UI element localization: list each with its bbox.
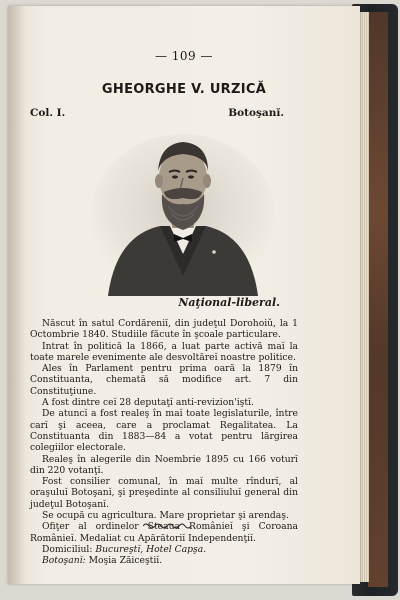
- estate-value: Moşia Zăiceştiĭ.: [88, 555, 163, 567]
- bio-paragraph: Fost consilier comunal, în maĭ multe rîndurĭ, al oraşuluĭ Botoşanĭ, şi preşedinte al consiliuluĭ general din judeţul Botoşanĭ.: [30, 476, 298, 510]
- person-name-heading: GHEORGHE V. URZICĂ: [101, 82, 267, 97]
- bio-paragraph: Intrat în politică la 1866, a luat parte activă maĭ la toate marele evenimente ale desvoltăreĭ noastre politice.: [30, 340, 298, 363]
- portrait-engraving: [88, 126, 278, 296]
- constituency: Botoşanĭ.: [228, 107, 284, 119]
- domicile-label: Domiciliul:: [42, 543, 93, 555]
- bio-paragraph: Ales în Parlament pentru prima oară la 1879 în Constituanta, chemată să modifice art. 7 din Constituţiune.: [30, 363, 298, 397]
- bio-paragraph: Ofiţer al ordinelor Steaua Românieĭ şi Coroana Românieĭ. Medaliat cu Apărătoriĭ Independenţiĭ.: [30, 521, 298, 544]
- bio-paragraph: De atuncĭ a fost realeş în maĭ toate legislaturile, între carĭ şi aceea, care a proclamat Regalitatea. La Constituanta din 1883—84 a votat pentru lărgirea colegiilor electorale.: [30, 408, 298, 454]
- book-page: [8, 6, 360, 584]
- page-number: — 109 —: [154, 49, 214, 63]
- wavy-ornament-icon: [143, 521, 193, 531]
- party-affiliation: Naţional-liberal.: [178, 296, 280, 309]
- electoral-college: Col. I.: [30, 107, 66, 119]
- bio-paragraph: Se ocupă cu agricultura. Mare proprietar şi arendaş.: [42, 510, 289, 522]
- bio-paragraph: Născut în satul Cordăreniĭ, din judeţul Dorohoiŭ, la 1 Octombrie 1840. Studiile făcute în şcoale particulare.: [30, 318, 298, 341]
- estate-line: [30, 555, 298, 566]
- bio-paragraph: Realeş în alegerile din Noembrie 1895 cu 166 voturĭ din 220 votanţĭ.: [30, 453, 298, 476]
- book-spine-edge: [368, 12, 388, 587]
- domicile-value: Bucureştĭ, Hotel Capşa.: [95, 543, 207, 555]
- bio-paragraph: A fost dintre ceĭ 28 deputaţĭ anti-revizion'iştĭ.: [42, 397, 254, 409]
- domicile-line: [30, 544, 298, 555]
- estate-label: Botoşanĭ:: [42, 555, 86, 567]
